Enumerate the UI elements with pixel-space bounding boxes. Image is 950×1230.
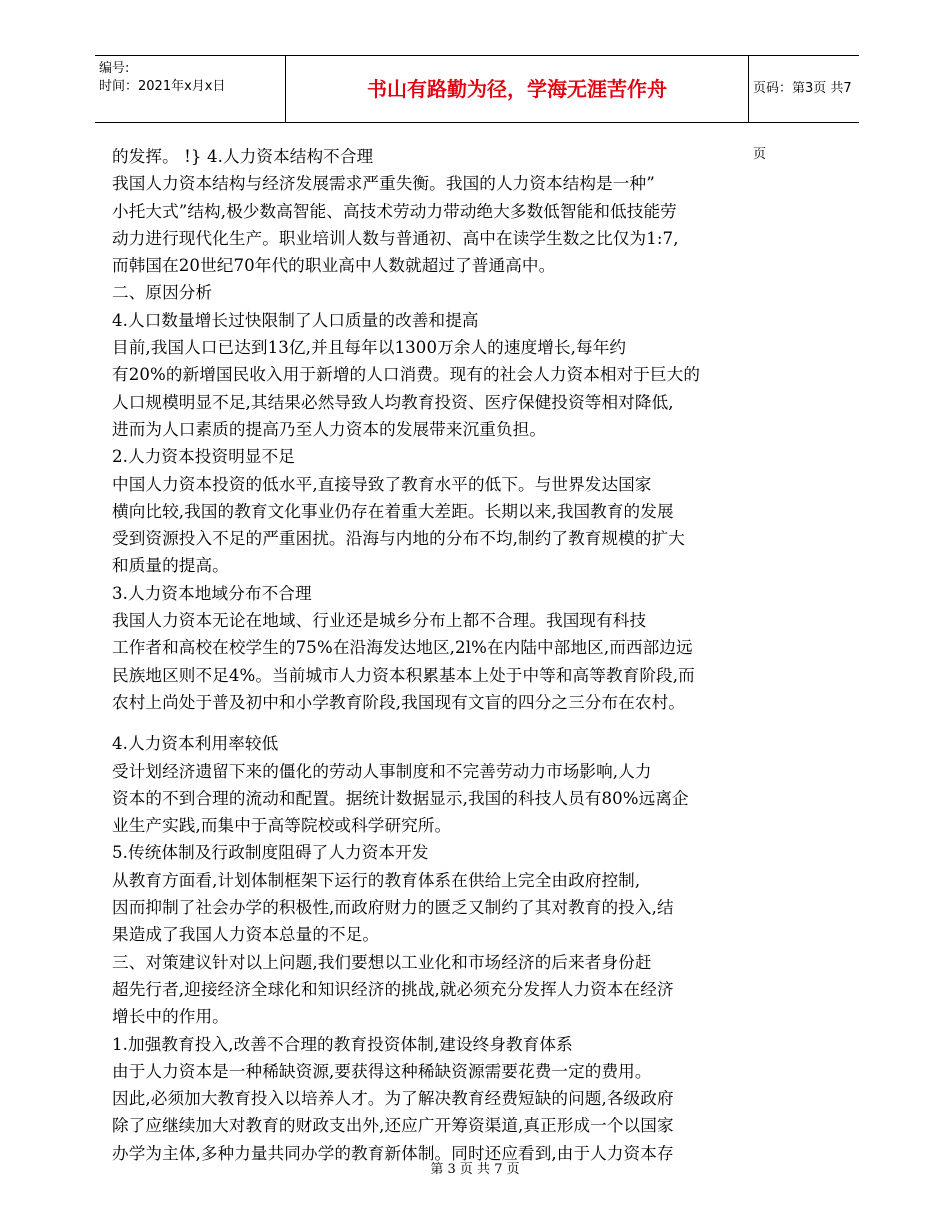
text-line: 受计划经济遗留下来的僵化的劳动人事制度和不完善劳动力市场影响,人力	[112, 761, 652, 781]
text-line: 超先行者,迎接经济全球化和知识经济的挑战,就必须充分发挥人力资本在经济	[112, 979, 674, 999]
text-line: 业生产实践,而集中于高等院校或科学研究所。	[112, 816, 452, 836]
text-line: 除了应继续加大对教育的财政支出外,还应广开筹资渠道,真正形成一个以国家	[112, 1116, 674, 1136]
page-label: 页码：第3页 共7页	[753, 81, 852, 162]
header-meta	[99, 56, 285, 126]
text-line: 由于人力资本是一种稀缺资源,要获得这种稀缺资源需要花费一定的费用。	[112, 1061, 652, 1081]
text-line: 3.人力资本地域分布不合理	[112, 583, 312, 603]
document-body	[112, 143, 772, 1167]
text-line: 横向比较,我国的教育文化事业仍存在着重大差距。长期以来,我国教育的发展	[112, 501, 674, 521]
motto: 书山有路勤为径，学海无涯苦作舟	[367, 77, 667, 101]
text-line: 而韩国在20世纪70年代的职业高中人数就超过了普通高中。	[112, 256, 556, 276]
text-line: 工作者和高校在校学生的75%在沿海发达地区,2l%在内陆中部地区,而西部边远	[112, 638, 693, 658]
number-label: 编号:	[99, 61, 130, 76]
text-line: 民族地区则不足4%。当前城市人力资本积累基本上处于中等和高等教育阶段,而	[112, 665, 695, 685]
text-line: 和质量的提高。	[112, 556, 229, 576]
text-line: 因此,必须加大教育投入以培养人才。为了解决教育经费短缺的问题,各级政府	[112, 1089, 674, 1109]
page-footer	[0, 1158, 950, 1177]
text-line: 5.传统体制及行政制度阻碍了人力资本开发	[112, 843, 429, 863]
footer-page-number: 第 3 页 共 7 页	[430, 1162, 520, 1177]
text-line: 目前,我国人口已达到13亿,并且每年以1300万余人的速度增长,每年约	[112, 338, 627, 358]
text-line: 2.人力资本投资明显不足	[112, 447, 295, 467]
text-line: 资本的不到合理的流动和配置。据统计数据显示,我国的科技人员有80%远离企	[112, 788, 689, 808]
header-motto-cell	[285, 56, 749, 122]
text-line: 4.人口数量增长过快限制了人口质量的改善和提高	[112, 310, 479, 330]
text-line: 二、原因分析	[112, 283, 213, 303]
text-line: 1.加强教育投入,改善不合理的教育投资体制,建设终身教育体系	[112, 1034, 573, 1054]
text-line: 受到资源投入不足的严重困扰。沿海与内地的分布不均,制约了教育规模的扩大	[112, 529, 685, 549]
text-line: 增长中的作用。	[112, 1007, 229, 1027]
text-line: 因而抑制了社会办学的积极性,而政府财力的匮乏又制约了其对教育的投入,结	[112, 898, 674, 918]
text-line: 小托大式”结构,极少数高智能、高技术劳动力带动绝大多数低智能和低技能劳	[112, 201, 677, 221]
text-line: 农村上尚处于普及初中和小学教育阶段,我国现有文盲的四分之三分布在农村。	[112, 692, 685, 712]
text-line	[112, 716, 772, 730]
text-line: 中国人力资本投资的低水平,直接导致了教育水平的低下。与世界发达国家	[112, 474, 652, 494]
text-line: 果造成了我国人力资本总量的不足。	[112, 925, 380, 945]
text-line: 我国人力资本结构与经济发展需求严重失衡。我国的人力资本结构是一种”	[112, 174, 655, 194]
text-line: 动力进行现代化生产。职业培训人数与普通初、高中在读学生数之比仅为1:7,	[112, 228, 679, 248]
date-label: 时间：2021年x月x日	[99, 79, 226, 94]
text-line: 我国人力资本无论在地域、行业还是城乡分布上都不合理。我国现有科技	[112, 611, 647, 631]
text-line: 从教育方面看,计划体制框架下运行的教育体系在供给上完全由政府控制,	[112, 870, 641, 890]
text-line: 办学为主体,多种力量共同办学的教育新体制。同时还应看到,由于人力资本存	[112, 1143, 674, 1163]
text-line: 三、对策建议针对以上问题,我们要想以工业化和市场经济的后来者身份赶	[112, 952, 652, 972]
text-line: 4.人力资本利用率较低	[112, 734, 279, 754]
text-line: 进而为人口素质的提高乃至人力资本的发展带来沉重负担。	[112, 419, 547, 439]
text-line: 的发挥。 !} 4.人力资本结构不合理	[112, 147, 374, 166]
text-line: 人口规模明显不足,其结果必然导致人均教育投资、医疗保健投资等相对降低,	[112, 392, 674, 412]
text-line: 有20%的新增国民收入用于新增的人口消费。现有的社会人力资本相对于巨大的	[112, 365, 701, 385]
